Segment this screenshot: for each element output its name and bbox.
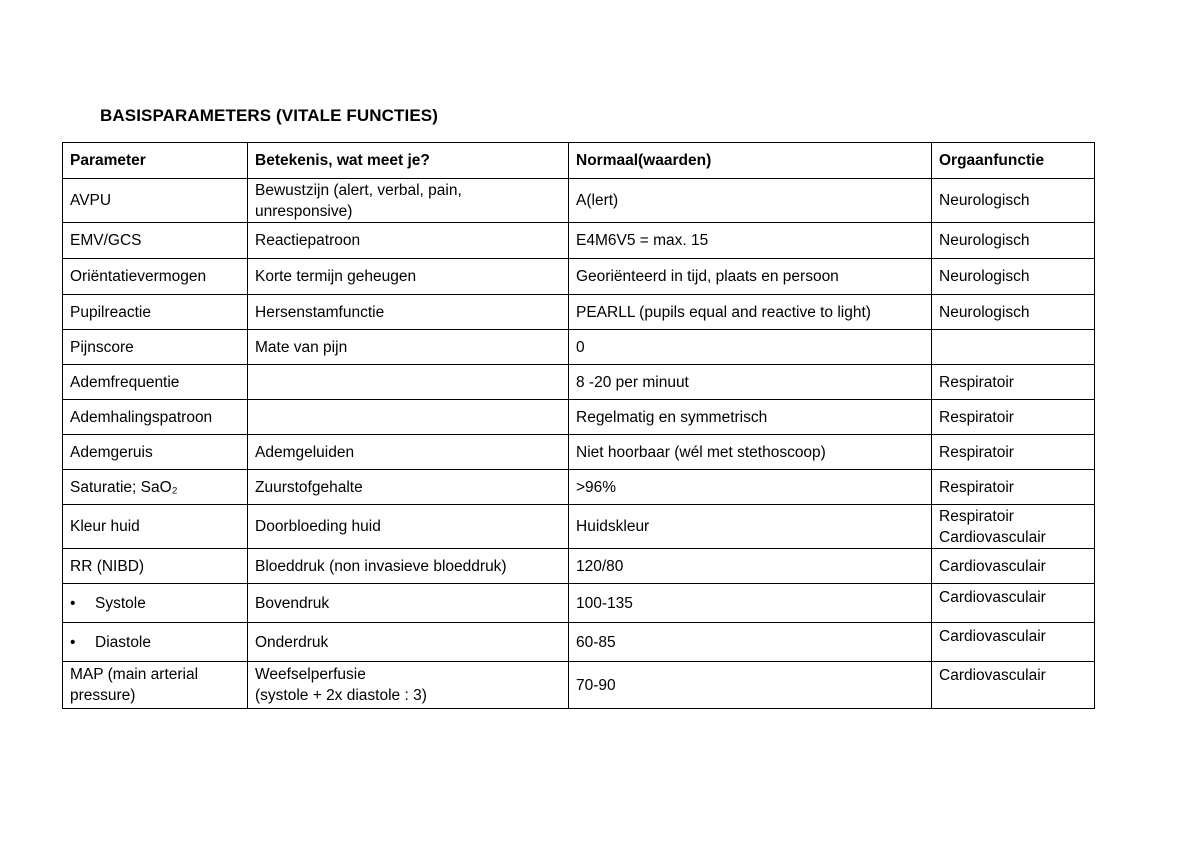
cell-parameter: Ademgeruis (63, 435, 248, 470)
cell-betekenis: Hersenstamfunctie (248, 295, 569, 330)
cell-orgaanfunctie: Neurologisch (932, 295, 1095, 330)
cell-normaal: A(lert) (569, 179, 932, 223)
cell-betekenis (248, 400, 569, 435)
cell-normaal: 8 -20 per minuut (569, 365, 932, 400)
cell-normaal: 120/80 (569, 549, 932, 584)
table-row (63, 623, 1095, 662)
cell-normaal: 60-85 (569, 623, 932, 662)
cell-normaal: PEARLL (pupils equal and reactive to light) (569, 295, 932, 330)
cell-betekenis: Doorbloeding huid (248, 505, 569, 549)
cell-parameter: Pupilreactie (63, 295, 248, 330)
cell-parameter (63, 584, 248, 623)
cell-betekenis: Mate van pijn (248, 330, 569, 365)
cell-orgaanfunctie: Respiratoir (932, 435, 1095, 470)
cell-betekenis: Bewustzijn (alert, verbal, pain, unresponsive) (248, 179, 569, 223)
cell-orgaanfunctie: Neurologisch (932, 179, 1095, 223)
cell-orgaanfunctie: Neurologisch (932, 223, 1095, 259)
cell-parameter: MAP (main arterial pressure) (63, 662, 248, 709)
table-header-row (63, 143, 1095, 179)
cell-orgaanfunctie: Cardiovasculair (932, 662, 1095, 709)
cell-normaal: Georiënteerd in tijd, plaats en persoon (569, 259, 932, 295)
cell-normaal: 0 (569, 330, 932, 365)
cell-betekenis: Korte termijn geheugen (248, 259, 569, 295)
cell-betekenis (248, 365, 569, 400)
cell-normaal: Huidskleur (569, 505, 932, 549)
table-row (63, 662, 1095, 709)
cell-orgaanfunctie: Cardiovasculair (932, 623, 1095, 662)
bullet-icon: • (70, 633, 76, 651)
bullet-icon: • (70, 594, 76, 612)
table-row (63, 549, 1095, 584)
cell-betekenis: Ademgeluiden (248, 435, 569, 470)
cell-betekenis: Bloeddruk (non invasieve bloeddruk) (248, 549, 569, 584)
cell-betekenis: Zuurstofgehalte (248, 470, 569, 505)
header-orgaanfunctie: Orgaanfunctie (932, 143, 1095, 179)
cell-parameter: Saturatie; SaO₂ (63, 470, 248, 505)
table-row (63, 435, 1095, 470)
vital-parameters-table (62, 142, 1095, 709)
cell-orgaanfunctie: Cardiovasculair (932, 549, 1095, 584)
cell-normaal: Regelmatig en symmetrisch (569, 400, 932, 435)
cell-normaal: 70-90 (569, 662, 932, 709)
cell-parameter: EMV/GCS (63, 223, 248, 259)
cell-parameter: Oriëntatievermogen (63, 259, 248, 295)
table-row (63, 365, 1095, 400)
table-row (63, 295, 1095, 330)
cell-normaal: >96% (569, 470, 932, 505)
cell-parameter: RR (NIBD) (63, 549, 248, 584)
table-row (63, 505, 1095, 549)
cell-parameter-label: Systole (95, 594, 146, 612)
cell-orgaanfunctie: Cardiovasculair (932, 584, 1095, 623)
cell-parameter-label: Diastole (95, 633, 151, 651)
cell-betekenis: Weefselperfusie (systole + 2x diastole : 3) (248, 662, 569, 709)
cell-betekenis: Onderdruk (248, 623, 569, 662)
cell-orgaanfunctie: Neurologisch (932, 259, 1095, 295)
table-row (63, 179, 1095, 223)
cell-parameter: Pijnscore (63, 330, 248, 365)
cell-betekenis: Reactiepatroon (248, 223, 569, 259)
cell-parameter: Kleur huid (63, 505, 248, 549)
table-row (63, 584, 1095, 623)
cell-betekenis: Bovendruk (248, 584, 569, 623)
header-betekenis: Betekenis, wat meet je? (248, 143, 569, 179)
cell-parameter: Ademfrequentie (63, 365, 248, 400)
table-row (63, 400, 1095, 435)
cell-normaal: E4M6V5 = max. 15 (569, 223, 932, 259)
table-row (63, 223, 1095, 259)
page-title: BASISPARAMETERS (VITALE FUNCTIES) (100, 106, 438, 125)
cell-orgaanfunctie: Respiratoir (932, 365, 1095, 400)
cell-parameter (63, 623, 248, 662)
cell-orgaanfunctie: Respiratoir (932, 400, 1095, 435)
cell-parameter: AVPU (63, 179, 248, 223)
cell-orgaanfunctie (932, 330, 1095, 365)
table-row (63, 330, 1095, 365)
header-parameter: Parameter (63, 143, 248, 179)
cell-normaal: 100-135 (569, 584, 932, 623)
cell-normaal: Niet hoorbaar (wél met stethoscoop) (569, 435, 932, 470)
table-row (63, 259, 1095, 295)
table-row (63, 470, 1095, 505)
cell-orgaanfunctie: Respiratoir (932, 470, 1095, 505)
cell-parameter: Ademhalingspatroon (63, 400, 248, 435)
cell-orgaanfunctie: Respiratoir Cardiovasculair (932, 505, 1095, 549)
header-normaal: Normaal(waarden) (569, 143, 932, 179)
